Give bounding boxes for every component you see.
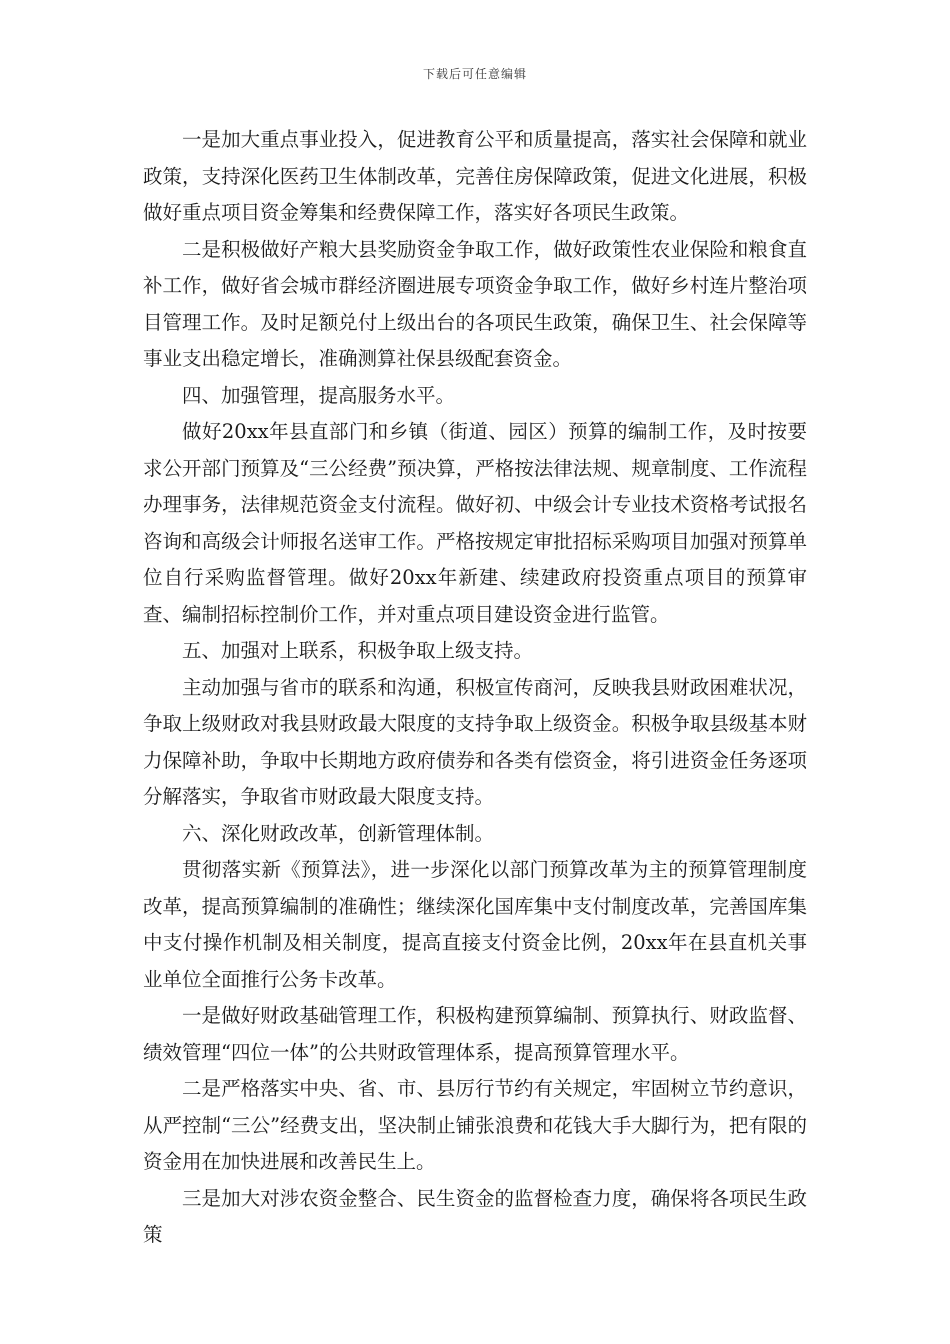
paragraph-5: 贯彻落实新《预算法》，进一步深化以部门预算改革为主的预算管理制度改革，提高预算编制的准确性；继续深化国库集中支付制度改革，完善国库集中支付操作机制及相关制度，提高直接支付资金比例，20xx年在县直机关事业单位全面推行公务卡改革。 (143, 858, 807, 991)
paragraph-2: 二是积极做好产粮大县奖励资金争取工作，做好政策性农业保险和粮食直补工作，做好省会城市群经济圈进展专项资金争取工作，做好乡村连片整治项目管理工作。及时足额兑付上级出台的各项民生政策，确保卫生、社会保障等事业支出稳定增长，准确测算社保县级配套资金。 (143, 237, 807, 370)
paragraph-6: 一是做好财政基础管理工作，积极构建预算编制、预算执行、财政监督、绩效管理“四位一体”的公共财政管理体系，提高预算管理水平。 (143, 1004, 807, 1064)
paragraph-4: 主动加强与省市的联系和沟通，积极宣传商河，反映我县财政困难状况，争取上级财政对我县财政最大限度的支持争取上级资金。积极争取县级基本财力保障补助，争取中长期地方政府债券和各类有偿资金，将引进资金任务逐项分解落实，争取省市财政最大限度支持。 (143, 675, 807, 808)
paragraph-1: 一是加大重点事业投入，促进教育公平和质量提高，落实社会保障和就业政策，支持深化医药卫生体制改革，完善住房保障政策，促进文化进展，积极做好重点项目资金筹集和经费保障工作，落实好各项民生政策。 (143, 128, 807, 224)
section-heading-4: 四、加强管理，提高服务水平。 (182, 383, 456, 407)
page-header: 下载后可任意编辑 (422, 67, 527, 81)
paragraph-3: 做好20xx年县直部门和乡镇（街道、园区）预算的编制工作，及时按要求公开部门预算及“三公经费”预决算，严格按法律法规、规章制度、工作流程办理事务，法律规范资金支付流程。做好初、中级会计专业技术资格考试报名咨询和高级会计师报名送审工作。严格按规定审批招标采购项目加强对预算单位自行采购监督管理。做好20xx年新建、续建政府投资重点项目的预算审查、编制招标控制价工作，并对重点项目建设资金进行监管。 (143, 420, 807, 626)
paragraph-8: 三是加大对涉农资金整合、民生资金的监督检查力度，确保将各项民生政策 (143, 1186, 807, 1246)
document-body (143, 122, 807, 1254)
section-heading-5: 五、加强对上联系，积极争取上级支持。 (182, 639, 534, 662)
section-heading-6: 六、深化财政改革，创新管理体制。 (182, 821, 495, 845)
paragraph-7: 二是严格落实中央、省、市、县厉行节约有关规定，牢固树立节约意识，从严控制“三公”经费支出，坚决制止铺张浪费和花钱大手大脚行为，把有限的资金用在加快进展和改善民生上。 (143, 1077, 807, 1173)
